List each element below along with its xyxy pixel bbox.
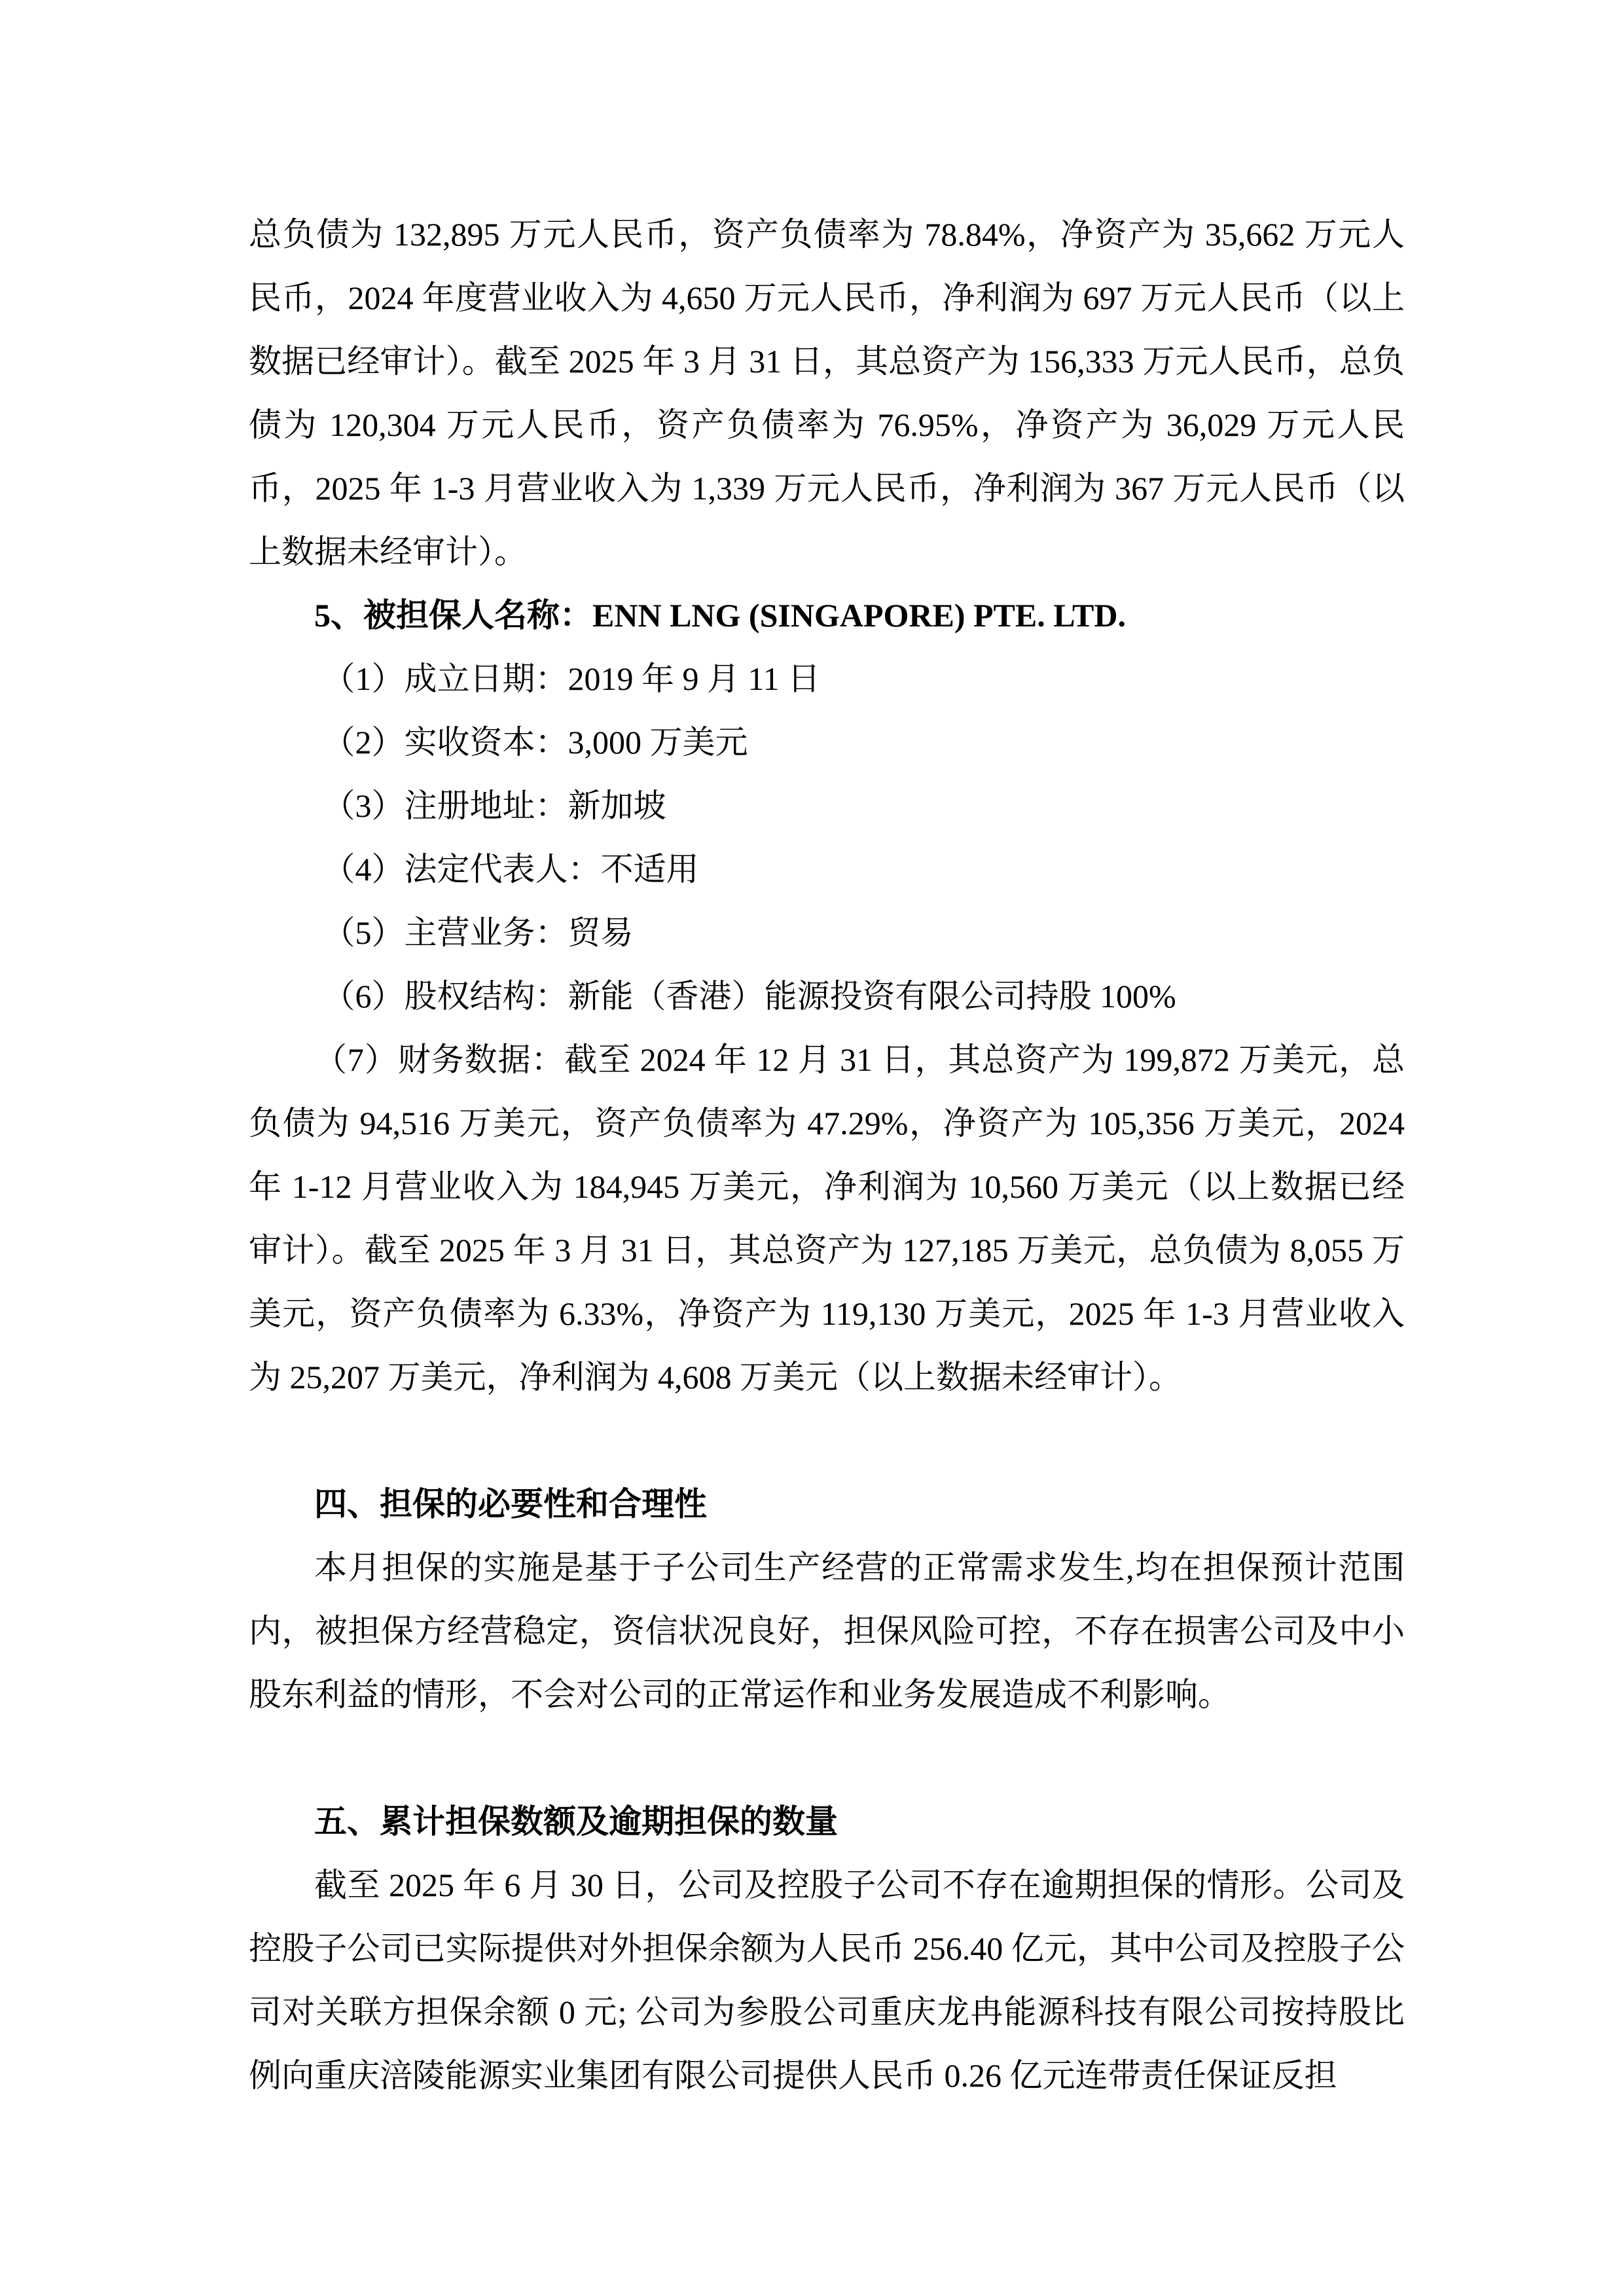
paragraph-financial-data-usd: （7）财务数据：截至 2024 年 12 月 31 日，其总资产为 199,872 万美元，总负债为 94,516 万美元，资产负债率为 47.29%，净资产为 105,356 万美元，2024 年 1-12 月营业收入为 184,945 万美元，净利润为 10,560 万美元（以上数据已经审计）。截至 2025 年 3 月 31 日，其总资产为 127,185 万美元，总负债为 8,055 万美元，资产负债率为 6.33%，净资产为 119,130 万美元，2025 年 1-3 月营业收入为 25,207 万美元，净利润为 4,608 万美元（以上数据未经审计）。 <box>249 1041 1405 1395</box>
list-item-legal-representative: （4）法定代表人：不适用 <box>322 851 699 888</box>
heading-section-four-necessity: 四、担保的必要性和合理性 <box>314 1486 707 1522</box>
list-item-establishment-date: （1）成立日期：2019 年 9 月 11 日 <box>322 660 821 697</box>
list-item-paid-in-capital: （2）实收资本：3,000 万美元 <box>322 724 748 761</box>
heading-guaranteed-company-name: 5、被担保人名称：ENN LNG (SINGAPORE) PTE. LTD. <box>314 597 1126 634</box>
list-item-registered-address: （3）注册地址：新加坡 <box>322 787 666 824</box>
list-item-equity-structure: （6）股权结构：新能（香港）能源投资有限公司持股 100% <box>322 978 1176 1014</box>
paragraph-financials-rmb-continuation: 总负债为 132,895 万元人民币，资产负债率为 78.84%，净资产为 35,662 万元人民币，2024 年度营业收入为 4,650 万元人民币，净利润为 697 万元人民币（以上数据已经审计）。截至 2025 年 3 月 31 日，其总资产为 156,333 万元人民币，总负债为 120,304 万元人民币，资产负债率为 76.95%，净资产为 36,029 万元人民币，2025 年 1-3 月营业收入为 1,339 万元人民币，净利润为 367 万元人民币（以上数据未经审计）。 <box>249 216 1405 570</box>
list-item-main-business: （5）主营业务：贸易 <box>322 914 634 951</box>
heading-section-five-cumulative-guarantees: 五、累计担保数额及逾期担保的数量 <box>314 1803 838 1840</box>
paragraph-necessity-rationality: 本月担保的实施是基于子公司生产经营的正常需求发生,均在担保预计范围内，被担保方经营稳定，资信状况良好，担保风险可控，不存在损害公司及中小股东利益的情形，不会对公司的正常运作和业务发展造成不利影响。 <box>249 1549 1405 1713</box>
paragraph-cumulative-guarantee-amounts: 截至 2025 年 6 月 30 日，公司及控股子公司不存在逾期担保的情形。公司及控股子公司已实际提供对外担保余额为人民币 256.40 亿元，其中公司及控股子公司对关联方担保余额 0 元; 公司为参股公司重庆龙冉能源科技有限公司按持股比例向重庆涪陵能源实业集团有限公司提供人民币 0.26 亿元连带责任保证反担 <box>249 1867 1405 2094</box>
